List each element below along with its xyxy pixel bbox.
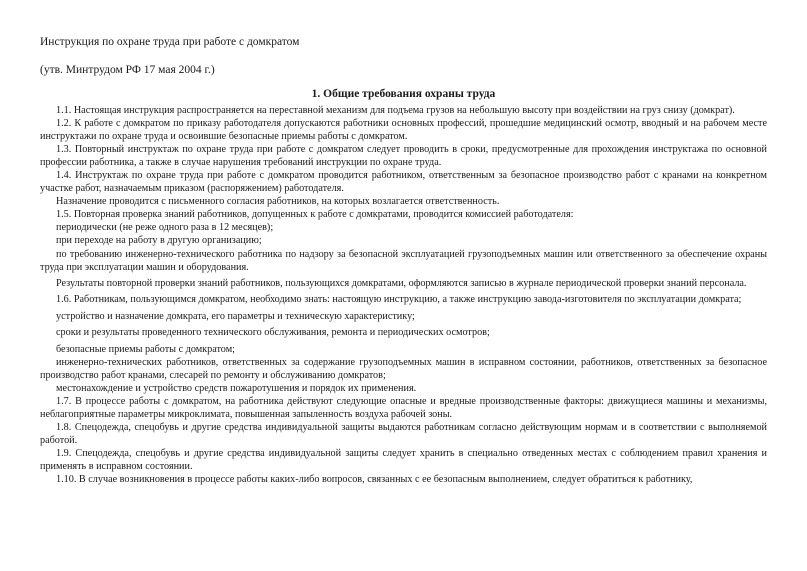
paragraph-appointment: Назначение проводится с письменного согласия работников, на которых возлагается ответственность. — [56, 196, 500, 208]
list-item-design: устройство и назначение домкрата, его параметры и техническую характеристику; — [56, 310, 415, 322]
paragraph-1-10: 1.10. В случае возникновения в процессе работы каких-либо вопросов, связанных с ее безопасным выполнением, следует обратиться к работнику, — [56, 474, 693, 486]
paragraph-1-8: 1.8. Спецодежда, спецобувь и другие средства индивидуальной защиты выдаются работникам согласно действующим нормам и в соответствии с выполняемой работой. — [40, 422, 767, 447]
list-item-on-demand: по требованию инженерно-технического работника по надзору за безопасной эксплуатацией грузоподъемных машин или ответственного за обеспечение охраны труда при эксплуатации машин и оборудования. — [40, 248, 767, 273]
section-heading: 1. Общие требования охраны труда — [311, 88, 496, 100]
paragraph-1-1: 1.1. Настоящая инструкция распространяется на переставной механизм для подъема грузов на небольшую высоту при воздействии на груз снизу (домкрат). — [56, 105, 735, 116]
list-item-safe-methods: безопасные приемы работы с домкратом; — [56, 343, 235, 355]
paragraph-1-9: 1.9. Спецодежда, спецобувь и другие средства индивидуальной защиты следует хранить в специально отведенных местах с соблюдением правил хранения и применять в исправном состоянии. — [40, 448, 767, 473]
paragraph-1-2: 1.2. К работе с домкратом по приказу работодателя допускаются работники основных профессий, прошедшие медицинский осмотр, вводный и на рабочем месте инструктажи по охране труда и освоившие безопасные приемы работы с домкратом. — [40, 118, 767, 143]
list-item-fire-safety: местонахождение и устройство средств пожаротушения и порядок их применения. — [56, 382, 417, 394]
paragraph-results: Результаты повторной проверки знаний работников, пользующихся домкратами, оформляются записью в журнале периодической проверки знаний персонала. — [56, 278, 747, 289]
paragraph-1-3: 1.3. Повторный инструктаж по охране труда при работе с домкратом следует проводить в сроки, предусмотренные для прохождения инструктажа по основной профессии работника, а также в случае нарушения требований инструкции по охране труда. — [40, 144, 767, 169]
document-body — [40, 104, 767, 486]
approval-note: (утв. Минтрудом РФ 17 мая 2004 г.) — [40, 64, 215, 76]
list-item-periodic: периодически (не реже одного раза в 12 месяцев); — [56, 222, 274, 234]
list-item-maintenance: сроки и результаты проведенного технического обслуживания, ремонта и периодических осмотров; — [56, 327, 490, 339]
list-item-responsible: инженерно-технических работников, ответственных за содержание грузоподъемных машин в исправном состоянии, работников, ответственных за безопасное производство работ кранами, слесарей по ремонту и обслуживанию домкратов; — [40, 356, 767, 381]
paragraph-1-4: 1.4. Инструктаж по охране труда при работе с домкратом проводится работником, ответственным за безопасное производство работ с кранами на конкретном участке работ, назначаемым приказом (распоряжением) работодателя. — [40, 170, 767, 195]
list-item-transfer: при переходе на работу в другую организацию; — [56, 235, 262, 247]
paragraph-1-5: 1.5. Повторная проверка знаний работников, допущенных к работе с домкратами, проводится комиссией работодателя: — [56, 209, 574, 221]
document-title: Инструкция по охране труда при работе с домкратом — [40, 36, 300, 48]
paragraph-1-7: 1.7. В процессе работы с домкратом, на работника действуют следующие опасные и вредные производственные факторы: движущиеся машины и механизмы, неблагоприятные параметры микроклимата, повышенная запыленность воздуха рабочей зоны. — [40, 395, 767, 420]
paragraph-1-6: 1.6. Работникам, пользующимся домкратом, необходимо знать: настоящую инструкцию, а также инструкцию завода-изготовителя по эксплуатации домкрата; — [56, 294, 742, 306]
